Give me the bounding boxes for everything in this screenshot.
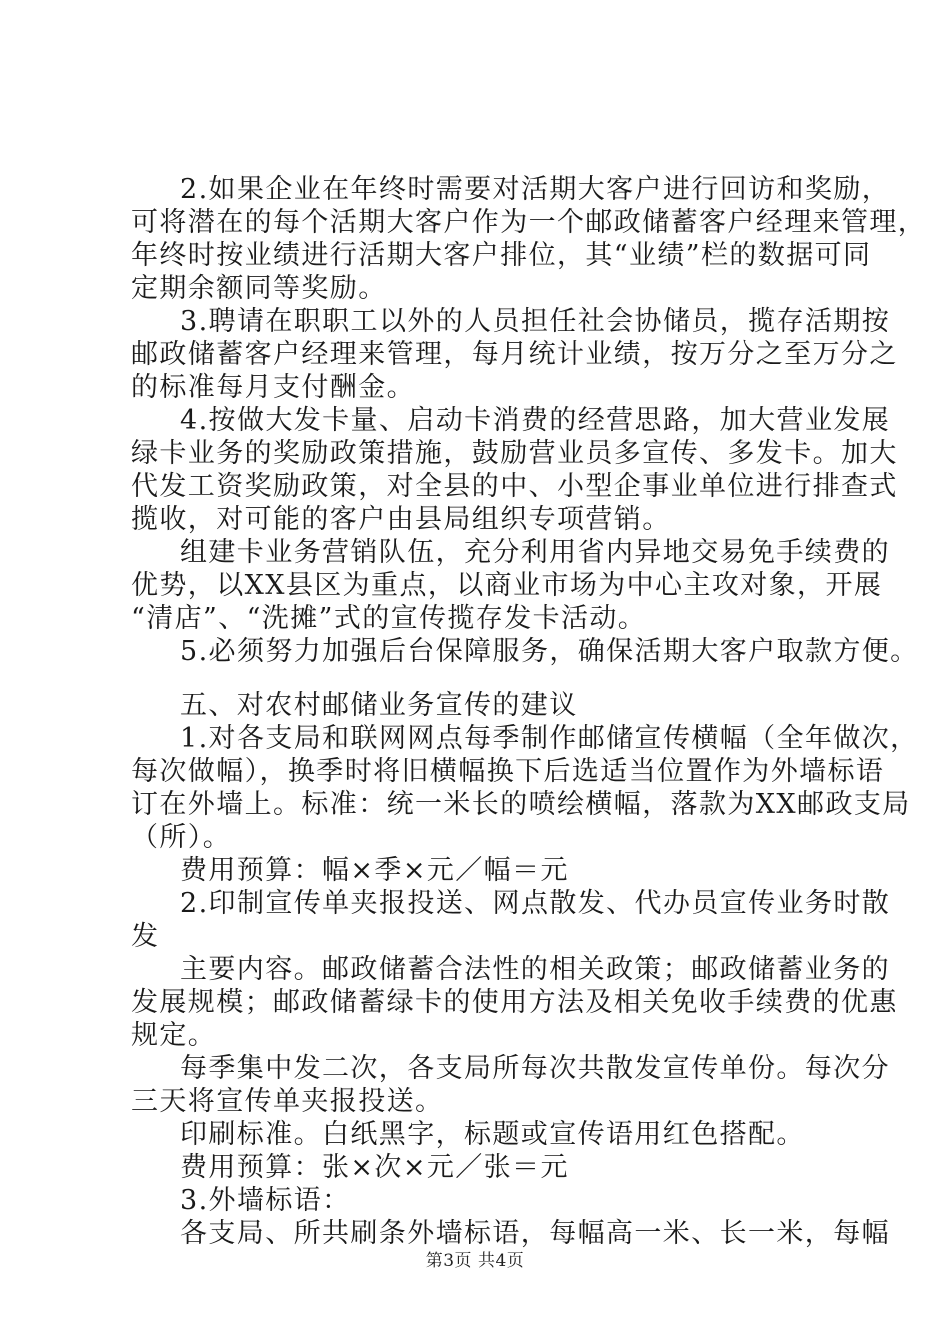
text-line: 订在外墙上。标准：统一米长的喷绘横幅，落款为XX邮政支局 (131, 789, 911, 820)
text-line: 组建卡业务营销队伍，充分利用省内异地交易免手续费的 (180, 537, 890, 568)
text-line: 规定。 (131, 1020, 217, 1051)
text-line: 年终时按业绩进行活期大客户排位，其“业绩”栏的数据可同 (131, 240, 872, 271)
text-line: “清店”、“洗摊”式的宣传揽存发卡活动。 (131, 603, 647, 634)
text-line: 费用预算：张×次×元／张＝元 (180, 1152, 569, 1183)
text-line: 5.必须努力加强后台保障服务，确保活期大客户取款方便。 (180, 636, 919, 667)
text-line: 的标准每月支付酬金。 (131, 372, 415, 403)
text-line: 每季集中发二次，各支局所每次共散发宣传单份。每次分 (180, 1053, 890, 1084)
text-line: 每次做幅），换季时将旧横幅换下后选适当位置作为外墙标语 (131, 756, 885, 787)
text-line: 发 (131, 921, 160, 952)
text-line: 3.外墙标语： (180, 1185, 351, 1216)
text-line: 2.如果企业在年终时需要对活期大客户进行回访和奖励， (180, 174, 891, 205)
text-line: 1.对各支局和联网网点每季制作邮储宣传横幅（全年做次， (180, 723, 919, 754)
text-line: 邮政储蓄客户经理来管理，每月统计业绩，按万分之至万分之 (131, 339, 898, 370)
text-line: 可将潜在的每个活期大客户作为一个邮政储蓄客户经理来管理， (131, 207, 927, 238)
text-line: 发展规模；邮政储蓄绿卡的使用方法及相关免收手续费的优惠 (131, 987, 898, 1018)
text-line: 4.按做大发卡量、启动卡消费的经营思路，加大营业发展 (180, 405, 891, 436)
text-line: 各支局、所共刷条外墙标语，每幅高一米、长一米，每幅 (180, 1218, 890, 1249)
text-line: 三天将宣传单夹报投送。 (131, 1086, 444, 1117)
text-line: 揽收，对可能的客户由县局组织专项营销。 (131, 504, 671, 535)
text-line: 代发工资奖励政策，对全县的中、小型企事业单位进行排查式 (131, 471, 898, 502)
text-line: 印刷标准。白纸黑字，标题或宣传语用红色搭配。 (180, 1119, 805, 1150)
text-line: 2.印制宣传单夹报投送、网点散发、代办员宣传业务时散 (180, 888, 891, 919)
section-heading: 五、对农村邮储业务宣传的建议 (180, 690, 578, 721)
text-line: 优势，以XX县区为重点，以商业市场为中心主攻对象，开展 (131, 570, 883, 601)
page-footer: 第3页 共4页 (425, 1251, 525, 1271)
text-line: 费用预算：幅×季×元／幅＝元 (180, 855, 569, 886)
text-line: 定期余额同等奖励。 (131, 273, 387, 304)
text-line: 主要内容。邮政储蓄合法性的相关政策；邮政储蓄业务的 (180, 954, 890, 985)
text-line: 3.聘请在职职工以外的人员担任社会协储员，揽存活期按 (180, 306, 891, 337)
text-line: （所）。 (131, 822, 232, 853)
text-line: 绿卡业务的奖励政策措施，鼓励营业员多宣传、多发卡。加大 (131, 438, 898, 469)
